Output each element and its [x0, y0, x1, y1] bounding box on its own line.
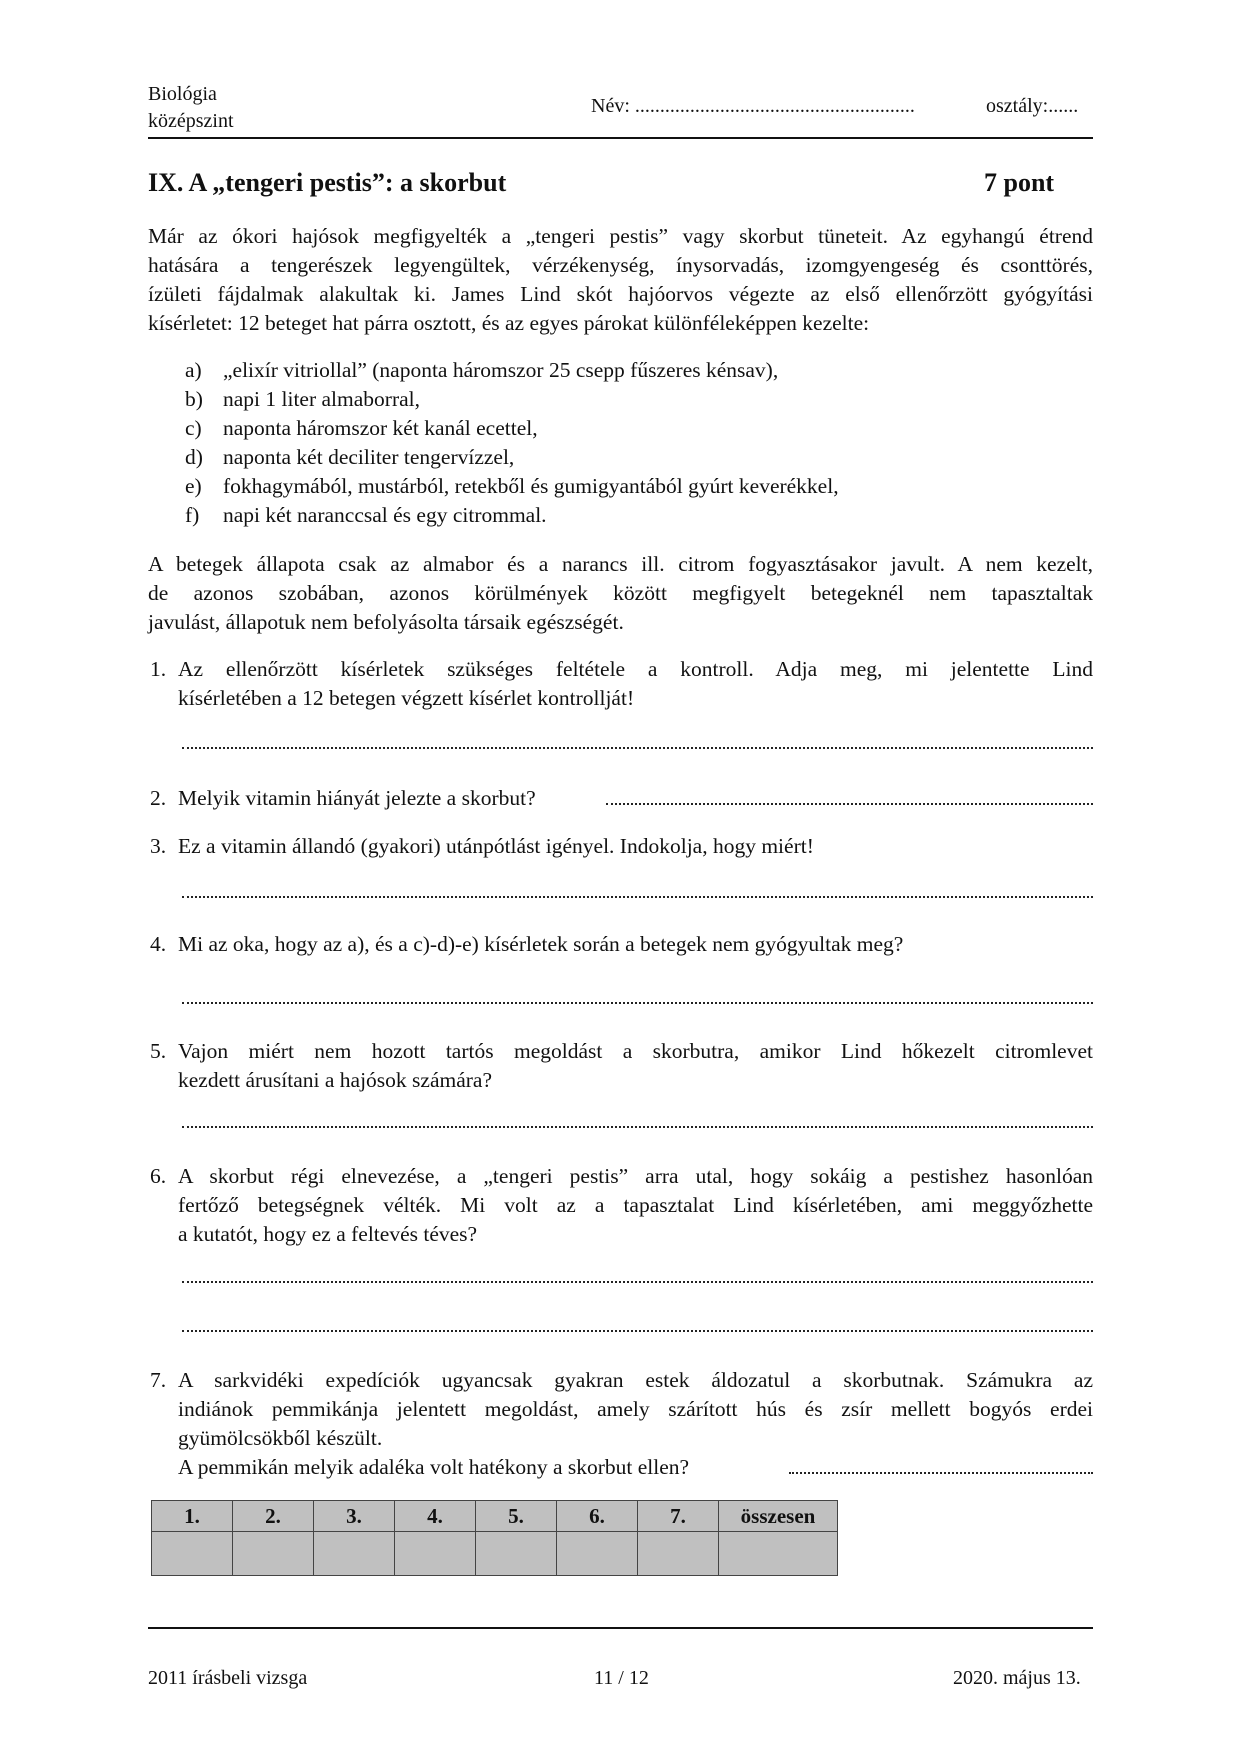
score-cell-4[interactable]: [395, 1532, 476, 1576]
treatment-label: b): [185, 387, 203, 411]
answer-line-3[interactable]: [182, 896, 1093, 898]
score-header-cell: 6.: [557, 1501, 638, 1532]
score-cell-6[interactable]: [557, 1532, 638, 1576]
question-number: 6.: [150, 1164, 167, 1188]
answer-line-1[interactable]: [182, 747, 1093, 749]
score-header-cell: 3.: [314, 1501, 395, 1532]
treatment-label: f): [185, 503, 200, 527]
score-cell-2[interactable]: [233, 1532, 314, 1576]
score-header-cell: 5.: [476, 1501, 557, 1532]
treatment-text: „elixír vitriollal” (naponta háromszor 25 csepp fűszeres kénsav),: [223, 358, 779, 382]
question-number: 5.: [150, 1039, 167, 1063]
treatment-label: d): [185, 445, 203, 469]
intro-line: kísérletet: 12 beteget hat párra osztott, és az egyes párokat különféleképpen kezelte:: [148, 311, 870, 335]
score-cell-1[interactable]: [152, 1532, 233, 1576]
treatment-text: naponta háromszor két kanál ecettel,: [223, 416, 538, 440]
score-header-cell: 7.: [638, 1501, 719, 1532]
page-number: 11 / 12: [594, 1667, 649, 1689]
subject-label: Biológia: [148, 83, 217, 105]
treatment-label: a): [185, 358, 202, 382]
question-number: 7.: [150, 1368, 167, 1392]
question-text: Melyik vitamin hiányát jelezte a skorbut?: [178, 786, 536, 810]
question-text: Ez a vitamin állandó (gyakori) utánpótlást igényel. Indokolja, hogy miért!: [178, 834, 814, 858]
score-table-row: [152, 1532, 838, 1576]
exam-date: 2020. május 13.: [953, 1667, 1081, 1689]
class-field[interactable]: osztály:......: [986, 95, 1079, 117]
exam-code: 2011 írásbeli vizsga: [148, 1667, 308, 1689]
score-table-header: [152, 1501, 838, 1532]
question-text: Vajon miért nem hozott tartós megoldást a skorbutra, amikor Lind hőkezelt citromlevet: [178, 1039, 1093, 1063]
treatment-label: e): [185, 474, 202, 498]
question-number: 2.: [150, 786, 167, 810]
score-header-cell: 2.: [233, 1501, 314, 1532]
question-text: Az ellenőrzött kísérletek szükséges feltétele a kontroll. Adja meg, mi jelentette Lind: [178, 657, 1093, 681]
score-header-cell: 4.: [395, 1501, 476, 1532]
footer-rule: [148, 1627, 1093, 1629]
intro-line: Már az ókori hajósok megfigyelték a „tengeri pestis” vagy skorbut tüneteit. Az egyhangú étrend: [148, 224, 1093, 248]
question-text: A skorbut régi elnevezése, a „tengeri pestis” arra utal, hogy sokáig a pestishez hasonlóan: [178, 1164, 1093, 1188]
treatment-text: naponta két deciliter tengervízzel,: [223, 445, 515, 469]
level-label: középszint: [148, 110, 234, 132]
question-text: kísérletében a 12 betegen végzett kísérlet kontrollját!: [178, 686, 635, 710]
answer-line-6a[interactable]: [182, 1281, 1093, 1283]
question-number: 1.: [150, 657, 167, 681]
result-line: de azonos szobában, azonos körülmények között megfigyelt betegeknél nem tapasztaltak: [148, 581, 1093, 605]
score-header-cell: összesen: [719, 1501, 838, 1532]
question-number: 4.: [150, 932, 167, 956]
answer-line-4[interactable]: [182, 1002, 1093, 1004]
intro-line: ízületi fájdalmak alakultak ki. James Lind skót hajóorvos végezte az első ellenőrzött gyógyítási: [148, 282, 1093, 306]
result-line: javulást, állapotuk nem befolyásolta társaik egészségét.: [148, 610, 624, 634]
score-cell-5[interactable]: [476, 1532, 557, 1576]
question-text: Mi az oka, hogy az a), és a c)-d)-e) kísérletek során a betegek nem gyógyultak meg?: [178, 932, 904, 956]
treatment-text: napi 1 liter almaborral,: [223, 387, 421, 411]
intro-line: hatására a tengerészek legyengültek, vérzékenység, ínysorvadás, izomgyengeség és csonttörés,: [148, 253, 1093, 277]
score-cell-total[interactable]: [719, 1532, 838, 1576]
question-text: A sarkvidéki expedíciók ugyancsak gyakran estek áldozatul a skorbutnak. Számukra az: [178, 1368, 1093, 1392]
header-rule: [148, 137, 1093, 139]
score-table: [151, 1500, 838, 1576]
answer-line-7[interactable]: [789, 1472, 1093, 1474]
answer-line-5[interactable]: [182, 1126, 1093, 1128]
score-cell-3[interactable]: [314, 1532, 395, 1576]
score-header-cell: 1.: [152, 1501, 233, 1532]
treatment-label: c): [185, 416, 202, 440]
name-field[interactable]: Név: ........................................................: [591, 95, 915, 117]
question-text: fertőző betegségnek vélték. Mi volt az a tapasztalat Lind kísérletében, ami meggyőzhette: [178, 1193, 1093, 1217]
treatment-text: napi két naranccsal és egy citrommal.: [223, 503, 547, 527]
question-text: gyümölcsökből készült.: [178, 1426, 383, 1450]
section-title: IX. A „tengeri pestis”: a skorbut: [148, 168, 507, 197]
answer-line-2[interactable]: [606, 803, 1093, 805]
treatment-text: fokhagymából, mustárból, retekből és gumigyantából gyúrt keverékkel,: [223, 474, 839, 498]
question-text: indiánok pemmikánja jelentett megoldást, amely szárított hús és zsír mellett bogyós erdei: [178, 1397, 1093, 1421]
answer-line-6b[interactable]: [182, 1330, 1093, 1332]
question-text: a kutatót, hogy ez a feltevés téves?: [178, 1222, 478, 1246]
question-text: A pemmikán melyik adaléka volt hatékony a skorbut ellen?: [178, 1455, 690, 1479]
question-text: kezdett árusítani a hajósok számára?: [178, 1068, 492, 1092]
section-points: 7 pont: [984, 168, 1055, 197]
score-cell-7[interactable]: [638, 1532, 719, 1576]
question-number: 3.: [150, 834, 167, 858]
result-line: A betegek állapota csak az almabor és a narancs ill. citrom fogyasztásakor javult. A nem kezelt,: [148, 552, 1093, 576]
